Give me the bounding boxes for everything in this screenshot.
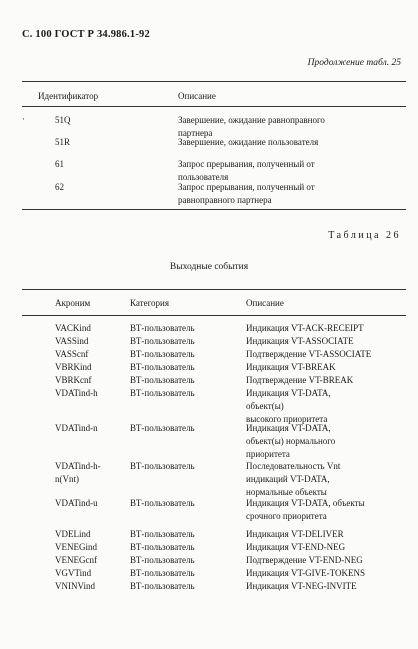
category: ВТ-пользователь: [130, 388, 195, 398]
description: Индикация VT-ACK-RECEIPT: [246, 323, 364, 333]
table25-row-desc: Запрос прерывания, полученный от равноправного партнера: [178, 182, 315, 205]
table25-bottom-rule: [22, 209, 406, 210]
category: ВТ-пользователь: [130, 423, 195, 433]
acronym: VASSind: [55, 336, 89, 346]
table26-header-rule: [22, 315, 406, 316]
category: ВТ-пользователь: [130, 349, 195, 359]
description: Индикация VT-DELIVER: [246, 529, 344, 539]
description: Подтверждение VT-BREAK: [246, 375, 354, 385]
description: Индикация VT-END-NEG: [246, 542, 346, 552]
category: ВТ-пользователь: [130, 568, 195, 578]
margin-dot: ·: [22, 114, 25, 124]
description: Последовательность Vnt индикаций VT-DATA, нормальные объекты: [246, 461, 341, 497]
table26-number: Таблица 26: [328, 230, 401, 241]
description: Индикация VT-GIVE-TOKENS: [246, 568, 365, 578]
category: ВТ-пользователь: [130, 362, 195, 372]
acronym: VDATind-h- n(Vnt): [55, 461, 101, 484]
table25-header-id: Идентификатор: [38, 91, 99, 101]
acronym: VDATind-h: [55, 388, 98, 398]
category: ВТ-пользователь: [130, 498, 195, 508]
description: Подтверждение VT-ASSOCIATE: [246, 349, 372, 359]
category: ВТ-пользователь: [130, 555, 195, 565]
description: Подтверждение VT-END-NEG: [246, 555, 363, 565]
page-header: С. 100 ГОСТ Р 34.986.1-92: [22, 29, 150, 40]
acronym: VASScnf: [55, 349, 89, 359]
description: Индикация VT-DATA, объект(ы) нормального приоритета: [246, 423, 336, 459]
category: ВТ-пользователь: [130, 375, 195, 385]
category: ВТ-пользователь: [130, 336, 195, 346]
table26-title: Выходные события: [169, 262, 249, 272]
table25-row-id: 51Q: [55, 115, 71, 125]
acronym: VACKind: [55, 323, 91, 333]
table25-row-id: 61: [55, 159, 64, 169]
acronym: VGVTind: [55, 568, 92, 578]
acronym: VDATind-n: [55, 423, 98, 433]
acronym: VBRKcnf: [55, 375, 92, 385]
category: ВТ-пользователь: [130, 461, 195, 471]
description: Индикация VT-DATA, объекты срочного приоритета: [246, 498, 365, 521]
table25-row-id: 51R: [55, 137, 71, 147]
table26-header-desc: Описание: [246, 298, 284, 308]
category: ВТ-пользователь: [130, 529, 195, 539]
category: ВТ-пользователь: [130, 542, 195, 552]
acronym: VDELind: [55, 529, 91, 539]
table25-row-id: 62: [55, 182, 64, 192]
description: Индикация VT-BREAK: [246, 362, 336, 372]
acronym: VBRKind: [55, 362, 92, 372]
table25-row-desc: Завершение, ожидание равноправного партнера: [178, 115, 325, 138]
table25-header-rule: [22, 106, 406, 107]
category: ВТ-пользователь: [130, 323, 195, 333]
table25-top-rule: [22, 81, 406, 82]
continuation-label: Продолжение табл. 25: [307, 58, 401, 68]
table25-header-desc: Описание: [178, 91, 216, 101]
table25-row-desc: Завершение, ожидание пользователя: [178, 137, 319, 147]
table26-header-category: Категория: [130, 298, 169, 308]
table25-row-desc: Запрос прерывания, полученный от пользователя: [178, 159, 315, 182]
acronym: VENEGcnf: [55, 555, 97, 565]
description: Индикация VT-DATA, объект(ы) высокого приоритета: [246, 388, 331, 424]
description: Индикация VT-NEG-INVITE: [246, 581, 357, 591]
category: ВТ-пользователь: [130, 581, 195, 591]
description: Индикация VT-ASSOCIATE: [246, 336, 354, 346]
acronym: VDATind-u: [55, 498, 98, 508]
acronym: VNINVind: [55, 581, 95, 591]
acronym: VENEGind: [55, 542, 97, 552]
table26-top-rule: [22, 289, 406, 290]
table26-header-acronym: Акроним: [55, 298, 91, 308]
